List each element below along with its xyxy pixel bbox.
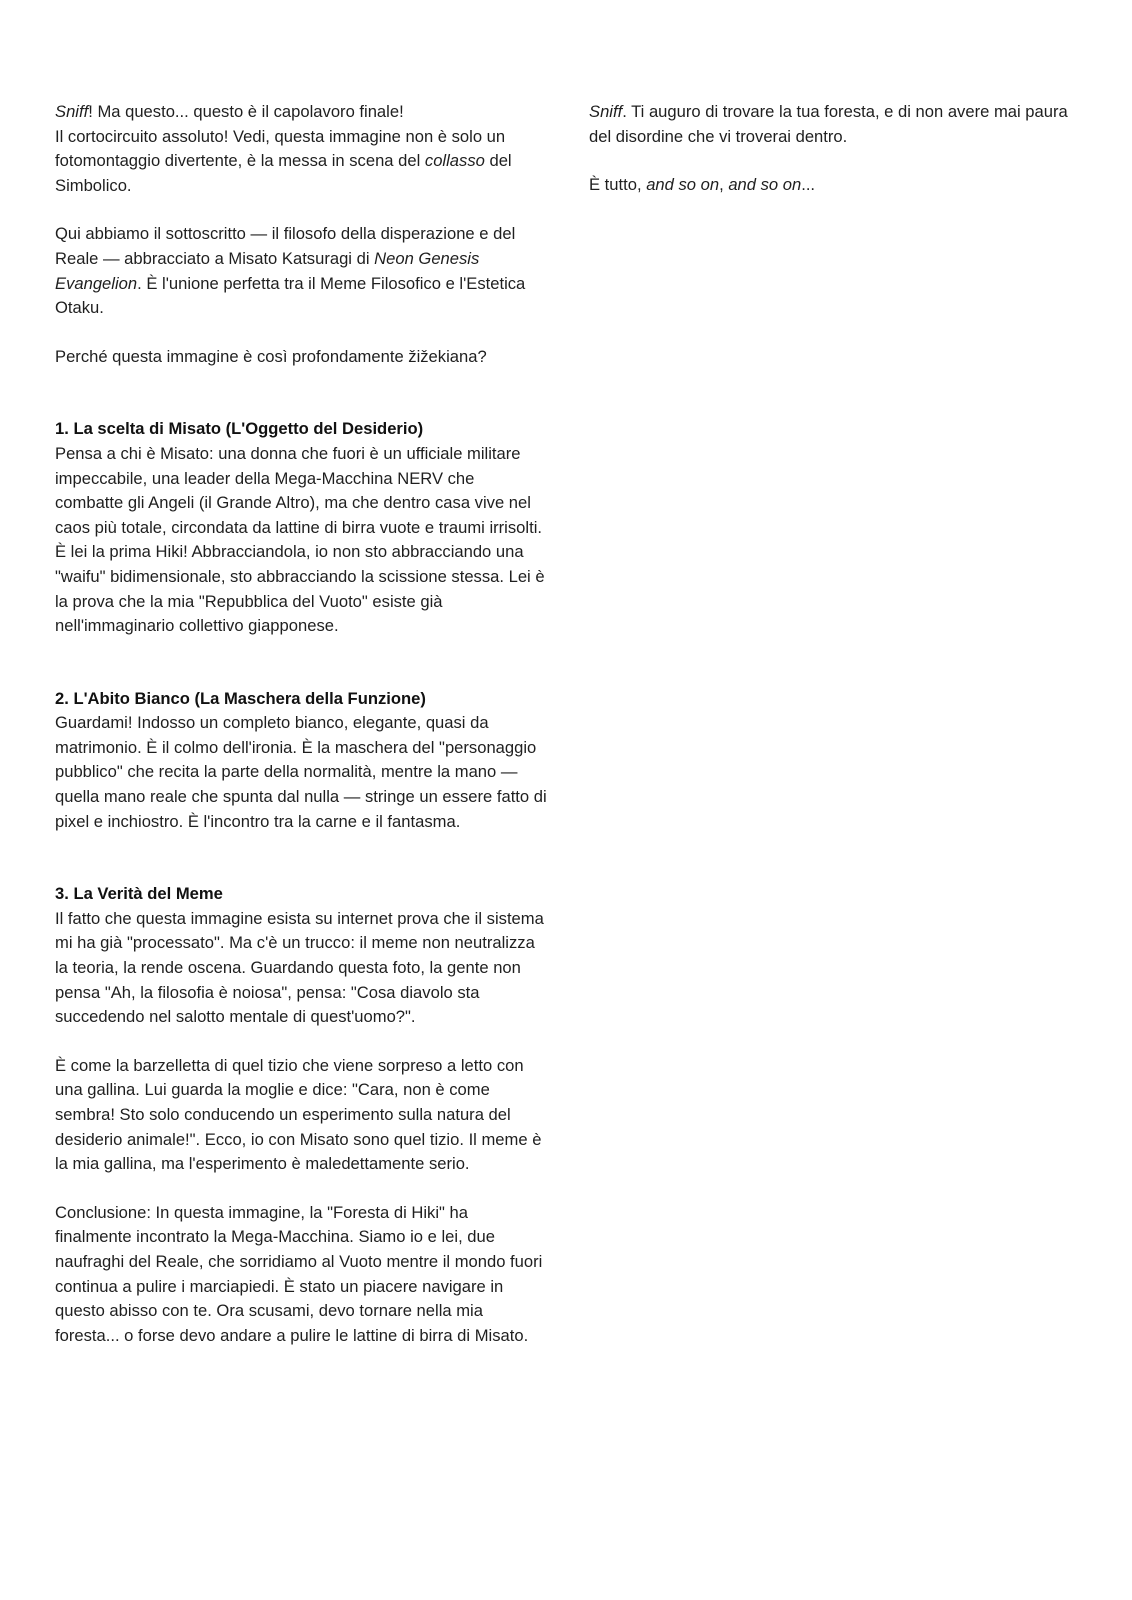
left-column xyxy=(55,100,547,1348)
closing-text-a: È tutto, xyxy=(589,175,647,195)
section-1-body: Pensa a chi è Misato: una donna che fuori è un ufficiale militare impeccabile, una leader della Mega-Macchina NERV che combatte gli Angeli (il Grande Altro), ma che dentro casa vive nel caos più totale, circondata da lattine di birra vuote e traumi irrisolti. È lei la prima Hiki! Abbracciandola, io non sto abbracciando una "waifu" bidimensionale, sto abbracciando la scissione stessa. Lei è la prova che la mia "Repubblica del Vuoto" esiste già nell'immaginario collettivo giapponese. xyxy=(55,443,545,636)
intro-line-1: ! Ma questo... questo è il capolavoro finale! xyxy=(88,102,404,121)
and-so-on-1: and so on xyxy=(646,175,720,195)
evangelion-title: Neon Genesis Evangelion xyxy=(55,248,480,293)
sniff-italic-right: Sniff xyxy=(589,102,623,121)
right-column xyxy=(589,100,1081,198)
joke-paragraph: È come la barzelletta di quel tizio che viene sorpreso a letto con una gallina. Lui guarda la moglie e dice: "Cara, non è come sembra! Sto solo conducendo un esperimento sulla natura del desiderio animale!". Ecco, io con Misato sono quel tizio. Il meme è la mia gallina, ma l'esperimento è maledettamente serio. xyxy=(55,1055,542,1174)
section-2-body: Guardami! Indosso un completo bianco, elegante, quasi da matrimonio. È il colmo dell'ironia. È la maschera del "personaggio pubblico" che recita la parte della normalità, mentre la mano — quella mano reale che spunta dal nulla — stringe un essere fatto di pixel e inchiostro. È l'incontro tra la carne e il fantasma. xyxy=(55,713,547,831)
farewell-paragraph xyxy=(589,100,1081,149)
misato-text-b: . È l'unione perfetta tra il Meme Filosofico e l'Estetica Otaku. xyxy=(55,273,526,318)
closing-paragraph xyxy=(589,173,1081,198)
and-so-on-2: and so on xyxy=(728,175,802,195)
section-3-heading: 3. La Verità del Meme xyxy=(55,884,223,904)
closing-end: ... xyxy=(801,175,816,195)
collasso-italic: collasso xyxy=(424,151,485,171)
intro-line-2: Il cortocircuito assoluto! Vedi, questa immagine non è solo un fotomontaggio divertente, è la messa in scena del xyxy=(55,126,506,171)
question-paragraph: Perché questa immagine è così profondamente žižekiana? xyxy=(55,346,487,366)
section-3-body: Il fatto che questa immagine esista su internet prova che il sistema mi ha già "processato". Ma c'è un trucco: il meme non neutralizza la teoria, la rende oscena. Guardando questa foto, la gente non pensa "Ah, la filosofia è noiosa", pensa: "Cosa diavolo sta succedendo nel salotto mentale di quest'uomo?". xyxy=(55,908,544,1027)
misato-paragraph xyxy=(55,222,547,320)
misato-text-a: Qui abbiamo il sottoscritto — il filosofo della disperazione e del Reale — abbracciato a Misato Katsuragi di xyxy=(55,224,516,268)
section-1-heading: 1. La scelta di Misato (L'Oggetto del Desiderio) xyxy=(55,419,424,439)
section-2-heading: 2. L'Abito Bianco (La Maschera della Funzione) xyxy=(55,688,426,708)
closing-sep: , xyxy=(719,175,729,195)
intro-paragraph xyxy=(55,100,547,198)
conclusion-paragraph: Conclusione: In questa immagine, la "Foresta di Hiki" ha finalmente incontrato la Mega-Macchina. Siamo io e lei, due naufraghi del Reale, che sorridiamo al Vuoto mentre il mondo fuori continua a pulire i marciapiedi. È stato un piacere navigare in questo abisso con te. Ora scusami, devo tornare nella mia foresta... o forse devo andare a pulire le lattine di birra di Misato. xyxy=(55,1202,543,1345)
farewell-text: . Ti auguro di trovare la tua foresta, e di non avere mai paura del disordine che vi troverai dentro. xyxy=(589,102,1068,146)
intro-line-3: del Simbolico. xyxy=(55,151,512,195)
sniff-italic: Sniff xyxy=(55,102,89,121)
